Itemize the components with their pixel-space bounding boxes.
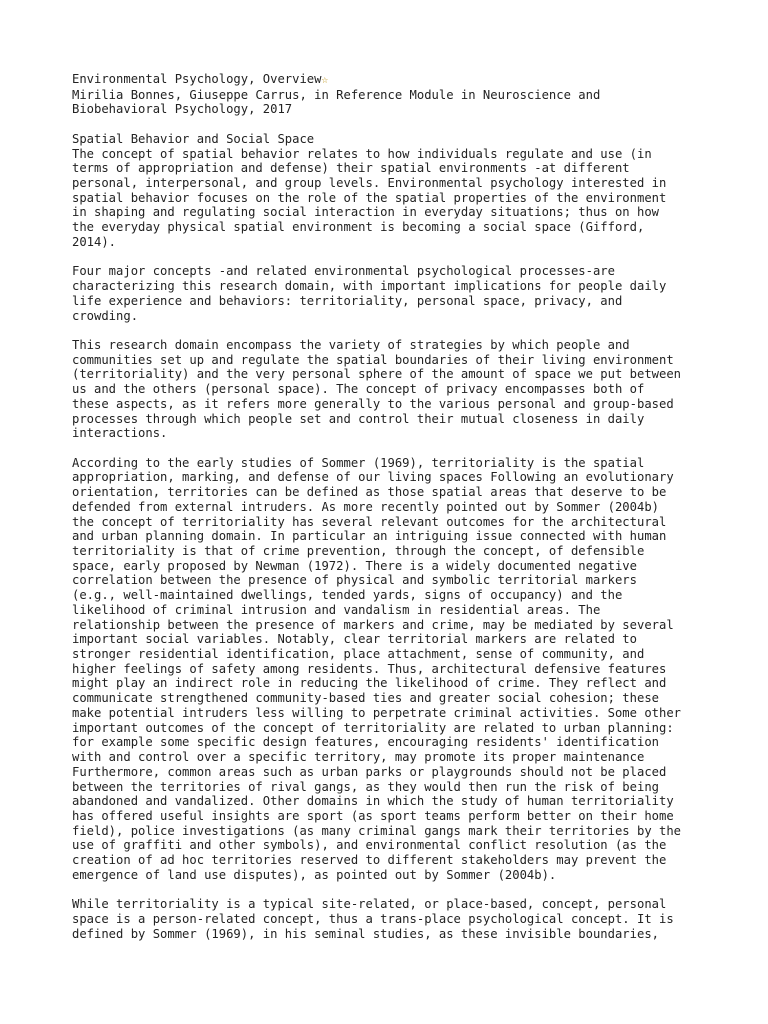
paragraph-major-concepts: Four major concepts -and related environmental psychological processes-are characterizing this research domain, with important implications for people daily life experience and behaviors: territoriality, personal space, privacy, and crowding. [72,264,667,323]
document-title-line [72,72,712,88]
section-heading: Spatial Behavior and Social Space [72,131,315,146]
document-citation: Mirilia Bonnes, Giuseppe Carrus, in Reference Module in Neuroscience and Biobehavioral Psychology, 2017 [72,87,601,117]
spacer [72,441,712,456]
paragraph-personal-space: While territoriality is a typical site-related, or place-based, concept, personal space is a person-related concept, thus a trans-place psychological concept. It is defined by Sommer (1969), in his seminal studies, as these invisible boundaries, [72,897,674,941]
paragraph-intro: The concept of spatial behavior relates to how individuals regulate and use (in terms of appropriation and defense) their spatial environments -at different personal, interpersonal, and group levels. Environmental psychology interested in spatial behavior focuses on the role of the spatial properties of the environment in shaping and regulating social interaction in everyday situations; thus on how the everyday physical spatial environment is becoming a social space (Gifford, 2014). [72,146,667,249]
document-title: Environmental Psychology, Overview [72,72,322,86]
paragraph-research-domain: This research domain encompass the variety of strategies by which people and communities set up and regulate the spatial boundaries of their living environment (territoriality) and the very personal sphere of the amount of space we put between us and the others (personal space). The concept of privacy encompasses both of these aspects, as it refers more generally to the various personal and group-based processes through which people set and control their mutual closeness in daily interactions. [72,337,682,441]
spacer [72,250,712,265]
spacer [72,323,712,338]
paragraph-territoriality: According to the early studies of Sommer (1969), territoriality is the spatial appropriation, marking, and defense of our living spaces Following an evolutionary orientation, territories can be defined as those spatial areas that deserve to be defended from external intruders. As more recently pointed out by Sommer (2004b) the concept of territoriality has several relevant outcomes for the architectural and urban planning domain. In particular an intriguing issue connected with human territoriality is that of crime prevention, through the concept, of defensible space, early proposed by Newman (1972). There is a widely documented negative correlation between the presence of physical and symbolic territorial markers (e.g., well-maintained dwellings, tended yards, signs of occupancy) and the likelihood of criminal intrusion and vandalism in residential areas. The relationship between the presence of markers and crime, may be mediated by several important social variables. Notably, clear territorial markers are related to stronger residential identification, place attachment, sense of community, and higher feelings of safety among residents. Thus, architectural defensive features might play an indirect role in reducing the likelihood of crime. They reflect and communicate strengthened community-based ties and greater social cohesion; these make potential intruders less willing to perpetrate criminal activities. Some other important outcomes of the concept of territoriality are related to urban planning: for example some specific design features, encouraging residents' identification with and control over a specific territory, may promote its proper maintenance Furthermore, common areas such as urban parks or playgrounds should not be placed between the territories of rival gangs, as they would then run the risk of being abandoned and vandalized. Other domains in which the study of human territoriality has offered useful insights are sport (as sport teams perform better on their home field), police investigations (as many criminal gangs mark their territories by the use of graffiti and other symbols), and environmental conflict resolution (as the creation of ad hoc territories reserved to different stakeholders may prevent the emergence of land use disputes), as pointed out by Sommer (2004b). [72,455,682,882]
spacer [72,883,712,898]
star-icon: ☆ [321,73,329,86]
spacer [72,117,712,132]
document-page [72,72,712,941]
